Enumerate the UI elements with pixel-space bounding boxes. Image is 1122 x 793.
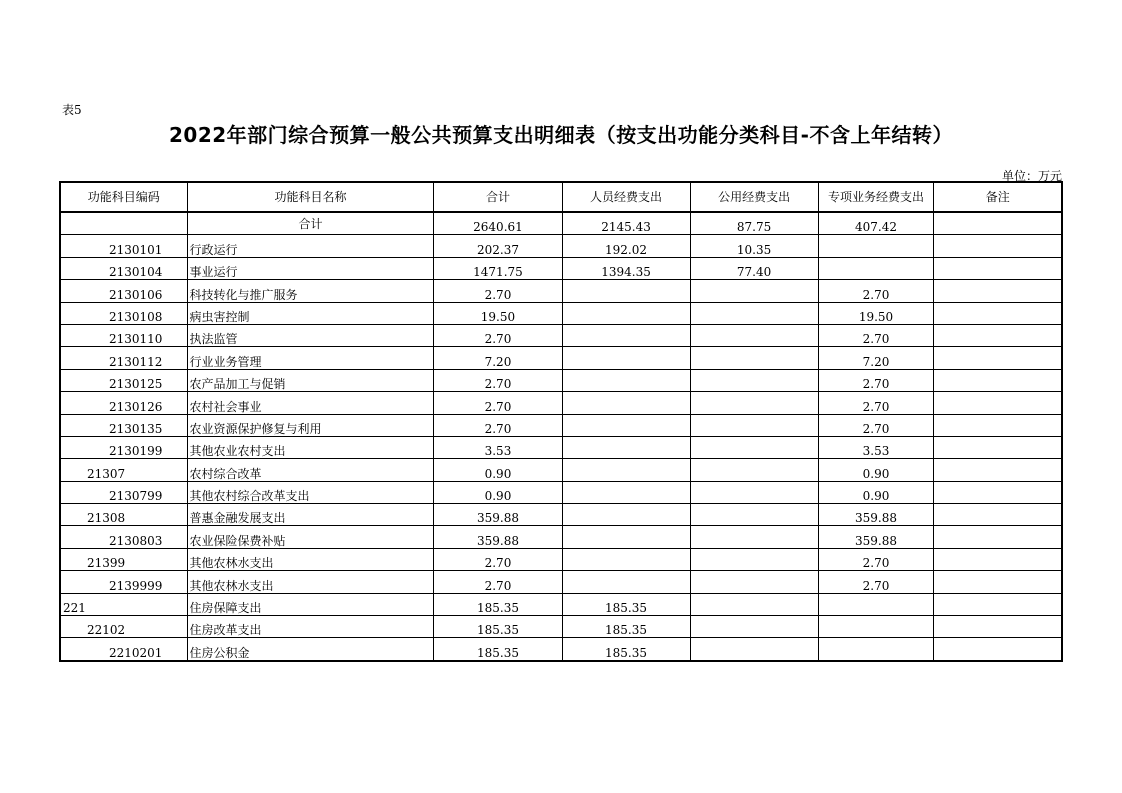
row-special: 359.88 xyxy=(818,504,934,526)
row-code: 21308 xyxy=(60,504,187,526)
table-row xyxy=(60,324,1062,346)
row-code: 2130199 xyxy=(60,436,187,458)
row-name: 病虫害控制 xyxy=(187,302,434,324)
row-code: 2130110 xyxy=(60,324,187,346)
row-code: 2130101 xyxy=(60,235,187,257)
total-sum: 2640.61 xyxy=(434,212,562,235)
row-note xyxy=(934,392,1062,414)
row-special: 2.70 xyxy=(818,369,934,391)
row-sum: 359.88 xyxy=(434,526,562,548)
row-public xyxy=(690,548,818,570)
total-personnel: 2145.43 xyxy=(562,212,690,235)
row-sum: 359.88 xyxy=(434,504,562,526)
row-sum: 2.70 xyxy=(434,369,562,391)
row-public xyxy=(690,414,818,436)
table-row xyxy=(60,235,1062,257)
row-personnel: 1394.35 xyxy=(562,257,690,279)
row-note xyxy=(934,504,1062,526)
row-note xyxy=(934,548,1062,570)
row-sum: 2.70 xyxy=(434,414,562,436)
row-name: 其他农林水支出 xyxy=(187,571,434,593)
row-sum: 2.70 xyxy=(434,324,562,346)
row-code: 2130108 xyxy=(60,302,187,324)
row-sum: 0.90 xyxy=(434,459,562,481)
row-public: 77.40 xyxy=(690,257,818,279)
row-special: 2.70 xyxy=(818,548,934,570)
row-public xyxy=(690,526,818,548)
table-row xyxy=(60,548,1062,570)
row-name: 执法监管 xyxy=(187,324,434,346)
row-code: 2130126 xyxy=(60,392,187,414)
row-name: 农村综合改革 xyxy=(187,459,434,481)
table-row xyxy=(60,414,1062,436)
row-sum: 1471.75 xyxy=(434,257,562,279)
row-note xyxy=(934,235,1062,257)
row-special: 19.50 xyxy=(818,302,934,324)
row-code: 2130125 xyxy=(60,369,187,391)
row-public xyxy=(690,616,818,638)
row-personnel: 185.35 xyxy=(562,616,690,638)
row-special xyxy=(818,616,934,638)
header-sum: 合计 xyxy=(434,182,562,212)
row-public xyxy=(690,347,818,369)
row-code: 2139999 xyxy=(60,571,187,593)
row-name: 农产品加工与促销 xyxy=(187,369,434,391)
row-public xyxy=(690,369,818,391)
row-personnel xyxy=(562,481,690,503)
row-personnel xyxy=(562,459,690,481)
row-note xyxy=(934,324,1062,346)
table-row xyxy=(60,459,1062,481)
row-name: 其他农业农村支出 xyxy=(187,436,434,458)
row-special: 2.70 xyxy=(818,571,934,593)
row-note xyxy=(934,369,1062,391)
table-row xyxy=(60,347,1062,369)
row-public xyxy=(690,280,818,302)
row-personnel xyxy=(562,548,690,570)
row-sum: 2.70 xyxy=(434,548,562,570)
row-public xyxy=(690,593,818,615)
row-sum: 3.53 xyxy=(434,436,562,458)
total-row xyxy=(60,212,1062,235)
row-special: 3.53 xyxy=(818,436,934,458)
row-special: 359.88 xyxy=(818,526,934,548)
row-note xyxy=(934,593,1062,615)
row-code: 21399 xyxy=(60,548,187,570)
row-special xyxy=(818,593,934,615)
row-sum: 19.50 xyxy=(434,302,562,324)
row-code: 21307 xyxy=(60,459,187,481)
row-note xyxy=(934,302,1062,324)
row-personnel xyxy=(562,347,690,369)
table-row xyxy=(60,392,1062,414)
row-code: 221 xyxy=(60,593,187,615)
row-note xyxy=(934,414,1062,436)
row-personnel xyxy=(562,414,690,436)
row-name: 其他农村综合改革支出 xyxy=(187,481,434,503)
row-special: 7.20 xyxy=(818,347,934,369)
page-title: 2022年部门综合预算一般公共预算支出明细表（按支出功能分类科目-不含上年结转） xyxy=(169,123,953,147)
row-name: 农业保险保费补贴 xyxy=(187,526,434,548)
table-row xyxy=(60,593,1062,615)
row-note xyxy=(934,616,1062,638)
row-special: 0.90 xyxy=(818,481,934,503)
row-personnel xyxy=(562,526,690,548)
row-personnel xyxy=(562,504,690,526)
row-personnel xyxy=(562,369,690,391)
table-row xyxy=(60,504,1062,526)
table-row xyxy=(60,481,1062,503)
row-name: 农业资源保护修复与利用 xyxy=(187,414,434,436)
row-name: 科技转化与推广服务 xyxy=(187,280,434,302)
row-sum: 2.70 xyxy=(434,280,562,302)
row-sum: 185.35 xyxy=(434,593,562,615)
row-public: 10.35 xyxy=(690,235,818,257)
row-code: 2130799 xyxy=(60,481,187,503)
row-code: 2210201 xyxy=(60,638,187,661)
row-public xyxy=(690,436,818,458)
row-name: 住房改革支出 xyxy=(187,616,434,638)
table-row xyxy=(60,257,1062,279)
total-code xyxy=(60,212,187,235)
table-row xyxy=(60,616,1062,638)
row-name: 住房公积金 xyxy=(187,638,434,661)
row-code: 22102 xyxy=(60,616,187,638)
header-row xyxy=(60,182,1062,212)
header-name: 功能科目名称 xyxy=(187,182,434,212)
row-special xyxy=(818,235,934,257)
row-note xyxy=(934,526,1062,548)
expenditure-table xyxy=(59,181,1063,662)
table-row xyxy=(60,280,1062,302)
table-row xyxy=(60,526,1062,548)
unit-label: 单位：万元 xyxy=(1001,169,1062,183)
row-code: 2130112 xyxy=(60,347,187,369)
row-name: 行政运行 xyxy=(187,235,434,257)
row-name: 普惠金融发展支出 xyxy=(187,504,434,526)
row-public xyxy=(690,324,818,346)
row-personnel: 185.35 xyxy=(562,593,690,615)
header-personnel: 人员经费支出 xyxy=(562,182,690,212)
row-code: 2130803 xyxy=(60,526,187,548)
row-name: 住房保障支出 xyxy=(187,593,434,615)
table-row xyxy=(60,638,1062,661)
row-sum: 7.20 xyxy=(434,347,562,369)
row-note xyxy=(934,638,1062,661)
row-special xyxy=(818,638,934,661)
row-special: 0.90 xyxy=(818,459,934,481)
row-personnel xyxy=(562,392,690,414)
row-public xyxy=(690,302,818,324)
row-name: 事业运行 xyxy=(187,257,434,279)
row-personnel xyxy=(562,571,690,593)
header-special: 专项业务经费支出 xyxy=(818,182,934,212)
row-personnel: 185.35 xyxy=(562,638,690,661)
row-name: 其他农林水支出 xyxy=(187,548,434,570)
row-name: 行业业务管理 xyxy=(187,347,434,369)
total-note xyxy=(934,212,1062,235)
row-personnel: 192.02 xyxy=(562,235,690,257)
row-note xyxy=(934,280,1062,302)
row-special xyxy=(818,257,934,279)
row-sum: 0.90 xyxy=(434,481,562,503)
total-name: 合计 xyxy=(187,212,434,235)
row-name: 农村社会事业 xyxy=(187,392,434,414)
row-personnel xyxy=(562,324,690,346)
row-personnel xyxy=(562,302,690,324)
row-public xyxy=(690,571,818,593)
header-public: 公用经费支出 xyxy=(690,182,818,212)
row-note xyxy=(934,257,1062,279)
row-note xyxy=(934,481,1062,503)
row-public xyxy=(690,392,818,414)
header-note: 备注 xyxy=(934,182,1062,212)
table-row xyxy=(60,302,1062,324)
total-public: 87.75 xyxy=(690,212,818,235)
table-number: 表5 xyxy=(62,103,82,117)
row-code: 2130106 xyxy=(60,280,187,302)
row-note xyxy=(934,571,1062,593)
row-personnel xyxy=(562,280,690,302)
row-sum: 2.70 xyxy=(434,571,562,593)
total-special: 407.42 xyxy=(818,212,934,235)
table-row xyxy=(60,436,1062,458)
row-public xyxy=(690,638,818,661)
table-row xyxy=(60,571,1062,593)
row-special: 2.70 xyxy=(818,324,934,346)
row-special: 2.70 xyxy=(818,280,934,302)
row-sum: 185.35 xyxy=(434,616,562,638)
row-note xyxy=(934,347,1062,369)
row-personnel xyxy=(562,436,690,458)
row-note xyxy=(934,459,1062,481)
row-note xyxy=(934,436,1062,458)
row-code: 2130104 xyxy=(60,257,187,279)
row-code: 2130135 xyxy=(60,414,187,436)
header-code: 功能科目编码 xyxy=(60,182,187,212)
row-public xyxy=(690,504,818,526)
row-special: 2.70 xyxy=(818,392,934,414)
row-public xyxy=(690,459,818,481)
row-sum: 2.70 xyxy=(434,392,562,414)
table-row xyxy=(60,369,1062,391)
row-sum: 202.37 xyxy=(434,235,562,257)
row-sum: 185.35 xyxy=(434,638,562,661)
row-special: 2.70 xyxy=(818,414,934,436)
row-public xyxy=(690,481,818,503)
